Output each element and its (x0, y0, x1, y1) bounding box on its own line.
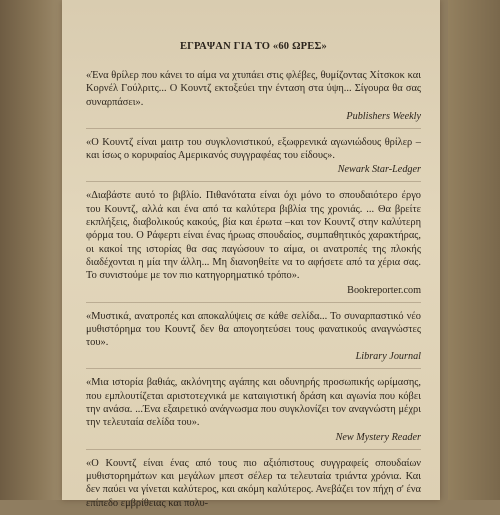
background-left (0, 0, 62, 500)
book-page (62, 0, 440, 509)
review-source: Publishers Weekly (346, 110, 421, 122)
review-source: Bookreporter.com (347, 284, 421, 296)
divider (86, 181, 421, 182)
review-source: Library Journal (355, 351, 421, 363)
divider (86, 368, 421, 369)
review-library-journal (86, 310, 421, 364)
review-quote: «Διαβάστε αυτό το βιβλίο. Πιθανότατα είναι όχι μόνο το σπουδαιότερο έργο του Κουντζ, αλλά και ένα από τα καλύτερα βιβλία της χρονιάς. ... Θα βρείτε εκπλήξεις, διαβολικούς κακούς, βία και έρωτα –και τον Κουντζ στην καλύτερη φόρμα του. Ο Ράφερτι είναι ένας ήρωας σπουδαίος, συμπαθητικός χαρακτήρας, οι κακοί της ιστορίας θα σας παγώσουν το αίμα, οι ανατροπές της πλοκής διαδέχονται η μία την άλλη... Μη διανοηθείτε να το αφήσετε από τα χέρια σας. Το συνιστούμε με τον πιο κατηγορηματικό τρόπο». (86, 190, 421, 282)
page-heading: ΕΓΡΑΨΑΝ ΓΙΑ ΤΟ «60 ΩΡΕΣ» (179, 41, 328, 52)
divider (86, 302, 421, 303)
review-source: New Mystery Reader (335, 431, 421, 443)
review-new-mystery-reader (86, 376, 421, 443)
page-content (86, 41, 421, 515)
review-quote: «Μια ιστορία βαθιάς, ακλόνητης αγάπης και οδυνηρής προσωπικής ωρίμασης, που εμπλουτίζεται αριστοτεχνικά με καταιγιστική δράση και αγωνία που κόβει την ανάσα. ...Ένα εξαιρετικό ανάγνωσμα που συγκλονίζει τον αναγνώστη μέχρι την τελευταία σελίδα του». (86, 377, 421, 429)
review-publishers-weekly (86, 69, 421, 123)
review-quote: «Μυστικά, ανατροπές και αποκαλύψεις σε κάθε σελίδα... Το συναρπαστικό νέο μυθιστόρημα του Κουντζ δεν θα απογοητεύσει τους φανατικούς αναγνώστες του». (86, 310, 421, 349)
review-quote: «Ο Κουντζ είναι μαιτρ του συγκλονιστικού, εξωφρενικά αγωνιώδους θρίλερ –και ίσως ο κορυφαίος Αμερικανός συγγραφέας του είδους». (86, 136, 421, 162)
review-continued (86, 457, 421, 510)
review-newark-star-ledger (86, 136, 421, 177)
divider (86, 128, 421, 129)
review-quote: «Ο Κουντζ είναι ένας από τους πιο αξιόπιστους συγγραφείς σπουδαίων μυθιστορημάτων και μεγάλων μπεστ σέλερ τα τελευταία τριάντα χρόνια. Και δεν παύει να γίνεται καλύτερος, και ακόμη καλύτερος. Ανεβάζει τον πήχη σ' ένα επίπεδο εμβρίθειας και πολυ- (86, 457, 421, 509)
review-bookreporter (86, 189, 421, 296)
review-source: Newark Star-Ledger (337, 164, 421, 176)
background-right (448, 0, 500, 500)
review-quote: «Ένα θρίλερ που κάνει το αίμα να χτυπάει στις φλέβες, θυμίζοντας Χίτσκοκ και Κορνέλ Γούλριτς... Ο Κουντζ εκτοξεύει την ένταση στα ύψη... Σίγουρα θα σας συναρπάσει». (86, 70, 421, 108)
divider (86, 449, 421, 450)
